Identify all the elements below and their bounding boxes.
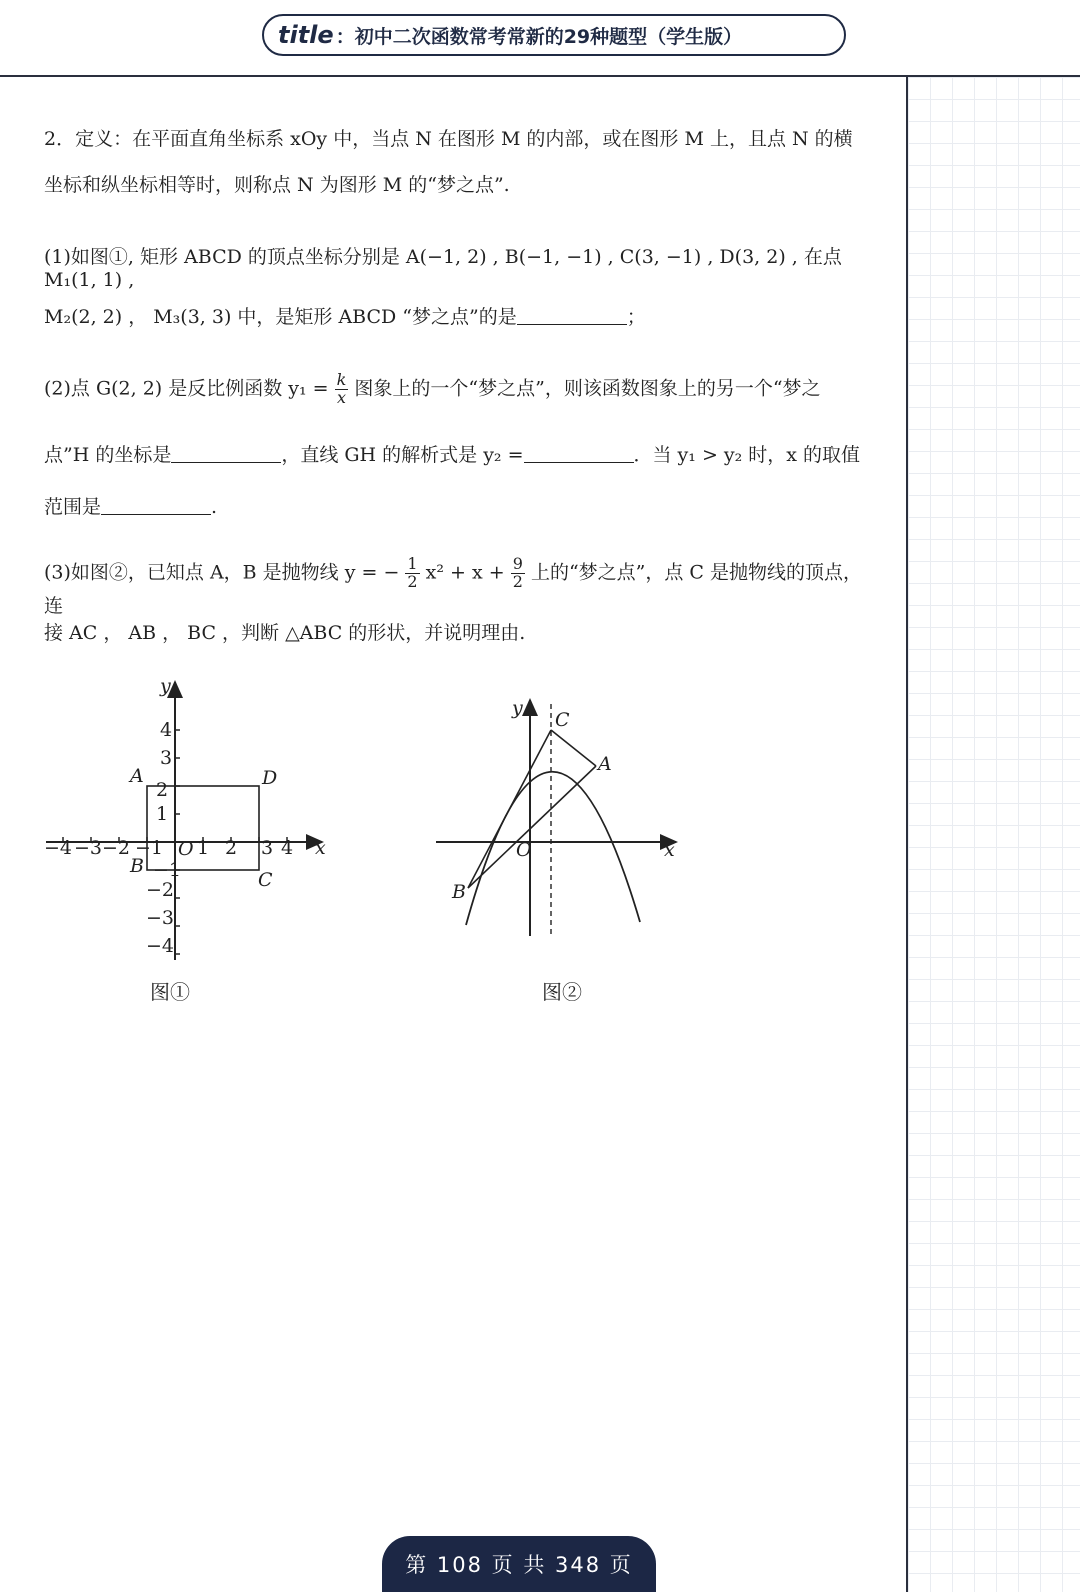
parabola-curve [466, 772, 640, 925]
x-tick-label: 3 [261, 837, 274, 859]
segment-ab [468, 766, 596, 888]
x-tick-label: −1 [135, 837, 164, 859]
question-1-end: ； [626, 306, 646, 328]
page-indicator: 第 108 页 共 348 页 [382, 1536, 656, 1592]
fraction-one-half [405, 556, 419, 591]
fraction-numerator: k [336, 370, 347, 389]
question-2-line3 [44, 492, 874, 519]
y-tick-label: −3 [146, 907, 175, 929]
question-2-text-b: 图象上的一个“梦之点”，则该函数图象上的另一个“梦之 [354, 377, 821, 400]
title-prefix: title [278, 21, 334, 49]
fraction-denominator: 2 [512, 571, 523, 591]
point-b-label: B [130, 855, 144, 877]
question-3-line1 [44, 556, 874, 618]
point-a-label: A [130, 765, 144, 787]
point-c-label: C [555, 709, 570, 731]
y-tick-label: −2 [146, 879, 175, 901]
y-tick-label: 1 [156, 803, 169, 825]
answer-blank [101, 496, 211, 515]
figure-2-graph [436, 690, 696, 950]
question-3-text-a: (3)如图②，已知点 A，B 是抛物线 y = − [44, 561, 400, 584]
figure-2-caption: 图② [542, 980, 582, 1004]
x-tick-label: −3 [74, 837, 103, 859]
y-tick-label: 3 [160, 747, 173, 769]
point-c-label: C [258, 869, 273, 891]
question-3-text-c: 上的“梦之点”，点 C 是抛物线的顶点，连 [44, 561, 862, 617]
note-grid-panel [906, 77, 1080, 1592]
question-2-text-c: 点”H 的坐标是 [44, 444, 172, 466]
y-axis-label: y [512, 697, 523, 719]
problem-intro-line2: 坐标和纵坐标相等时，则称点 N 为图形 M 的“梦之点”. [44, 174, 510, 196]
point-b-label: B [452, 881, 466, 903]
answer-blank [171, 444, 281, 463]
y-axis-label: y [160, 675, 171, 697]
x-tick-label: 2 [225, 837, 238, 859]
figure-1-caption: 图① [150, 980, 190, 1004]
question-3-line2: 接 AC ， AB ， BC ，判断 △ABC 的形状，并说明理由. [44, 622, 526, 644]
y-tick-label: 2 [156, 779, 169, 801]
origin-label: O [178, 838, 194, 860]
figure-1-graph [40, 672, 340, 972]
fraction-denominator: x [336, 387, 347, 407]
fraction-nine-halves [511, 556, 525, 591]
question-3-text-b: x² + x + [425, 561, 505, 584]
document-title-banner [262, 14, 846, 56]
problem-intro-line1: 2．定义：在平面直角坐标系 xOy 中，当点 N 在图形 M 的内部，或在图形 M 上，且点 N 的横 [44, 128, 853, 150]
question-2-text-f: 范围是 [44, 496, 102, 518]
x-axis-label: x [664, 839, 675, 861]
y-tick-label: −1 [153, 859, 182, 881]
question-1-text: M₂(2, 2) ， M₃(3, 3) 中，是矩形 ABCD “梦之点”的是 [44, 306, 517, 328]
question-2-text-e: ．当 y₁ > y₂ 时，x 的取值 [633, 444, 861, 466]
point-d-label: D [262, 767, 278, 789]
x-tick-label: −4 [44, 837, 73, 859]
question-2-text-g: . [211, 496, 218, 518]
fraction-numerator: 1 [407, 554, 418, 573]
x-tick-label: 1 [197, 837, 210, 859]
question-1-line1: (1)如图①, 矩形 ABCD 的顶点坐标分别是 A(−1, 2) , B(−1, −1) , C(3, −1) , D(3, 2) , 在点 M₁(1, 1) , [44, 246, 842, 291]
point-a-label: A [598, 753, 612, 775]
question-1-line2 [44, 302, 874, 329]
x-tick-label: −2 [102, 837, 131, 859]
x-axis-label: x [315, 837, 326, 859]
question-2-text-d: ，直线 GH 的解析式是 y₂ = [281, 444, 524, 466]
answer-blank [524, 444, 634, 463]
answer-blank [517, 306, 627, 325]
y-tick-label: 4 [160, 719, 173, 741]
document-title: ：初中二次函数常考常新的29种题型（学生版） [335, 25, 743, 48]
y-tick-label: −4 [146, 935, 175, 957]
figure-2 [436, 690, 696, 954]
origin-label: O [516, 839, 532, 861]
fraction-k-over-x [335, 372, 349, 407]
question-2-line2 [44, 440, 874, 467]
question-2-text-a: (2)点 G(2, 2) 是反比例函数 y₁ = [44, 377, 329, 400]
x-tick-label: 4 [281, 837, 294, 859]
fraction-numerator: 9 [512, 554, 523, 573]
segment-bc [468, 730, 551, 888]
question-2-line1 [44, 372, 874, 407]
segment-ac [551, 730, 596, 766]
figure-1 [40, 672, 340, 976]
fraction-denominator: 2 [407, 571, 418, 591]
